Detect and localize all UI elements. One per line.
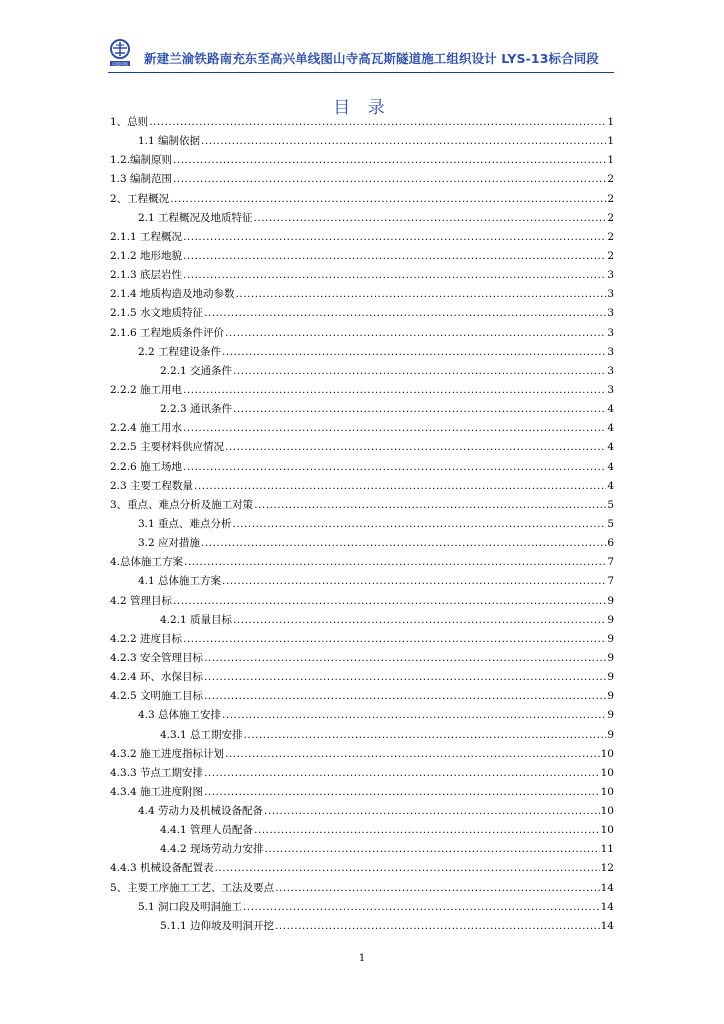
- toc-entry-page: 7: [607, 575, 614, 588]
- toc-entry[interactable]: [110, 478, 614, 497]
- toc-entry[interactable]: [110, 286, 614, 305]
- toc-leader-dots: [183, 633, 606, 645]
- toc-leader-dots: [149, 116, 606, 128]
- toc-entry-title: 5.1 洞口段及明洞施工: [138, 900, 243, 913]
- toc-entry-page: 3: [607, 269, 614, 282]
- toc-entry-page: 9: [607, 613, 614, 626]
- toc-entry[interactable]: [110, 918, 614, 937]
- toc-entry[interactable]: [110, 822, 614, 841]
- toc-entry-title: 2.2.6 施工场地: [110, 460, 183, 473]
- toc-leader-dots: [222, 346, 606, 358]
- toc-entry-title: 3、重点、难点分析及施工对策: [110, 498, 254, 511]
- toc-entry[interactable]: [110, 114, 614, 133]
- toc-entry-title: 2.1.4 地质构造及地动参数: [110, 288, 235, 301]
- toc-entry-title: 2.1.5 水文地质特征: [110, 307, 204, 320]
- toc-leader-dots: [225, 327, 606, 339]
- toc-entry-title: 3.2 应对措施: [138, 537, 201, 550]
- toc-leader-dots: [265, 843, 600, 855]
- toc-entry-title: 5.1.1 边仰坡及明洞开挖: [160, 919, 275, 932]
- toc-entry-title: 4.3 总体施工安排: [138, 709, 222, 722]
- toc-entry-title: 4.4.2 现场劳动力安排: [160, 843, 264, 856]
- toc-leader-dots: [204, 652, 606, 664]
- toc-leader-dots: [236, 288, 607, 300]
- toc-leader-dots: [233, 403, 606, 415]
- toc-entry-title: 2.2.3 通讯条件: [160, 403, 233, 416]
- toc-title: 目 录: [333, 98, 391, 118]
- page-header: [108, 38, 614, 73]
- toc-entry-page: 2: [607, 173, 614, 186]
- toc-entry-page: 4: [607, 422, 614, 435]
- toc-entry[interactable]: [110, 133, 614, 152]
- toc-leader-dots: [204, 307, 606, 319]
- toc-entry-page: 4: [607, 441, 614, 454]
- toc-entry-title: 2.1.3 底层岩性: [110, 269, 183, 282]
- toc-entry[interactable]: [110, 573, 614, 592]
- toc-entry-page: 3: [607, 288, 614, 301]
- toc-leader-dots: [222, 709, 606, 721]
- toc-entry-page: 7: [607, 556, 614, 569]
- toc-entry[interactable]: [110, 650, 614, 669]
- toc-entry[interactable]: [110, 765, 614, 784]
- toc-entry-title: 4.3.1 总工期安排: [160, 728, 243, 741]
- crec-logo-icon: [108, 38, 132, 68]
- toc-entry[interactable]: [110, 363, 614, 382]
- toc-entry-page: 12: [600, 862, 614, 875]
- toc-entry[interactable]: [110, 784, 614, 803]
- toc-leader-dots: [215, 862, 600, 874]
- toc-entry[interactable]: [110, 516, 614, 535]
- toc-leader-dots: [183, 250, 606, 262]
- toc-entry[interactable]: [110, 707, 614, 726]
- toc-entry[interactable]: [110, 899, 614, 918]
- toc-entry-page: 1: [607, 135, 614, 148]
- toc-entry-title: 2、工程概况: [110, 192, 170, 205]
- toc-entry[interactable]: [110, 803, 614, 822]
- toc-entry[interactable]: [110, 152, 614, 171]
- toc-leader-dots: [254, 499, 606, 511]
- toc-leader-dots: [244, 729, 607, 741]
- toc-entry-page: 9: [607, 651, 614, 664]
- toc-leader-dots: [233, 614, 606, 626]
- toc-leader-dots: [275, 882, 599, 894]
- toc-leader-dots: [201, 537, 606, 549]
- toc-entry[interactable]: [110, 669, 614, 688]
- toc-leader-dots: [204, 786, 600, 798]
- toc-entry-page: 9: [607, 671, 614, 684]
- toc-entry-page: 6: [607, 537, 614, 550]
- toc-entry-page: 14: [600, 881, 614, 894]
- toc-entry-page: 4: [607, 403, 614, 416]
- toc-entry[interactable]: [110, 420, 614, 439]
- toc-entry[interactable]: [110, 554, 614, 573]
- toc-leader-dots: [201, 135, 606, 147]
- toc-entry[interactable]: [110, 497, 614, 516]
- toc-entry-title: 4.2 管理目标: [110, 594, 173, 607]
- toc-entry[interactable]: [110, 401, 614, 420]
- toc-entry-page: 10: [600, 766, 614, 779]
- toc-leader-dots: [275, 920, 600, 932]
- toc-leader-dots: [222, 575, 606, 587]
- toc-entry[interactable]: [110, 344, 614, 363]
- toc-entry[interactable]: [110, 382, 614, 401]
- toc-entry-title: 4.2.2 进度目标: [110, 632, 183, 645]
- toc-entry[interactable]: [110, 325, 614, 344]
- toc-leader-dots: [183, 269, 606, 281]
- toc-entry-page: 1: [607, 154, 614, 167]
- toc-entry[interactable]: [110, 267, 614, 286]
- toc-entry[interactable]: [110, 439, 614, 458]
- toc-entry-page: 11: [600, 843, 614, 856]
- table-of-contents: [110, 114, 614, 937]
- toc-entry-title: 4.3.3 节点工期安排: [110, 766, 204, 779]
- toc-entry[interactable]: [110, 727, 614, 746]
- toc-leader-dots: [183, 422, 606, 434]
- toc-entry-page: 2: [607, 211, 614, 224]
- toc-entry-page: 10: [600, 824, 614, 837]
- toc-entry[interactable]: [110, 535, 614, 554]
- toc-entry[interactable]: [110, 459, 614, 478]
- toc-entry-title: 2.2.1 交通条件: [160, 364, 233, 377]
- toc-entry-title: 2.1.6 工程地质条件评价: [110, 326, 225, 339]
- toc-entry-page: 9: [607, 728, 614, 741]
- toc-leader-dots: [183, 461, 606, 473]
- toc-leader-dots: [233, 518, 607, 530]
- logo-caption: 中国中铁: [112, 61, 128, 67]
- toc-entry-title: 1、总则: [110, 116, 149, 128]
- toc-entry[interactable]: [110, 191, 614, 210]
- toc-leader-dots: [184, 556, 606, 568]
- toc-leader-dots: [194, 480, 606, 492]
- toc-entry-page: 5: [607, 517, 614, 530]
- toc-leader-dots: [170, 193, 606, 205]
- toc-entry-title: 5、主要工序施工工艺、工法及要点: [110, 881, 275, 894]
- toc-entry-title: 4.3.2 施工进度指标计划: [110, 747, 225, 760]
- page-number: 1: [358, 953, 366, 964]
- toc-leader-dots: [183, 231, 606, 243]
- toc-entry-page: 3: [607, 364, 614, 377]
- toc-entry-title: 1.3 编制范围: [110, 173, 173, 186]
- toc-entry-page: 2: [607, 192, 614, 205]
- toc-entry-title: 2.3 主要工程数量: [110, 479, 194, 492]
- toc-entry-page: 3: [607, 345, 614, 358]
- toc-entry-title: 2.1 工程概况及地质特征: [138, 211, 253, 224]
- toc-leader-dots: [254, 212, 607, 224]
- toc-entry[interactable]: [110, 593, 614, 612]
- toc-entry-page: 2: [607, 249, 614, 262]
- toc-entry[interactable]: [110, 210, 614, 229]
- toc-entry-title: 2.2 工程建设条件: [138, 345, 222, 358]
- toc-entry-title: 4.总体施工方案: [110, 556, 184, 569]
- toc-leader-dots: [204, 690, 606, 702]
- toc-entry[interactable]: [110, 612, 614, 631]
- toc-entry-title: 2.2.2 施工用电: [110, 383, 183, 396]
- toc-leader-dots: [254, 824, 600, 836]
- toc-entry-page: 10: [600, 805, 614, 818]
- toc-entry-page: 2: [607, 230, 614, 243]
- toc-entry-page: 4: [607, 460, 614, 473]
- toc-leader-dots: [173, 595, 606, 607]
- toc-entry-title: 4.2.5 文明施工目标: [110, 690, 204, 703]
- toc-entry-title: 3.1 重点、难点分析: [138, 517, 232, 530]
- toc-entry-page: 1: [607, 116, 614, 128]
- toc-entry[interactable]: [110, 688, 614, 707]
- toc-entry-title: 4.2.1 质量目标: [160, 613, 233, 626]
- toc-entry-title: 4.4.1 管理人员配备: [160, 824, 254, 837]
- toc-entry-title: 4.4.3 机械设备配置表: [110, 862, 214, 875]
- toc-entry-title: 4.3.4 施工进度附图: [110, 785, 204, 798]
- toc-leader-dots: [233, 365, 606, 377]
- toc-leader-dots: [243, 901, 600, 913]
- toc-entry-page: 3: [607, 326, 614, 339]
- toc-entry-title: 2.1.2 地形地貌: [110, 249, 183, 262]
- toc-entry[interactable]: [110, 746, 614, 765]
- toc-leader-dots: [264, 805, 600, 817]
- toc-entry-title: 2.2.5 主要材料供应情况: [110, 441, 225, 454]
- toc-entry-title: 4.2.3 安全管理目标: [110, 651, 204, 664]
- toc-entry-page: 9: [607, 594, 614, 607]
- toc-entry-title: 2.1.1 工程概况: [110, 230, 183, 243]
- toc-entry-page: 4: [607, 479, 614, 492]
- toc-leader-dots: [183, 384, 606, 396]
- toc-entry[interactable]: [110, 880, 614, 899]
- toc-entry-page: 3: [607, 383, 614, 396]
- toc-entry-title: 1.2.编制原则: [110, 154, 173, 167]
- toc-leader-dots: [204, 767, 600, 779]
- toc-entry-page: 14: [600, 919, 614, 932]
- toc-leader-dots: [173, 173, 606, 185]
- toc-entry-page: 5: [607, 498, 614, 511]
- header-title: 新建兰渝铁路南充东至高兴单线图山寺高瓦斯隧道施工组织设计 LYS-13标合同段: [144, 51, 599, 66]
- toc-leader-dots: [204, 671, 606, 683]
- toc-entry-title: 4.2.4 环、水保目标: [110, 671, 204, 684]
- toc-entry-title: 4.4 劳动力及机械设备配备: [138, 805, 264, 818]
- toc-entry[interactable]: [110, 841, 614, 860]
- toc-entry[interactable]: [110, 305, 614, 324]
- toc-entry-page: 9: [607, 632, 614, 645]
- toc-leader-dots: [173, 154, 606, 166]
- toc-entry-page: 9: [607, 709, 614, 722]
- toc-entry-title: 2.2.4 施工用水: [110, 422, 183, 435]
- toc-entry-title: 1.1 编制依据: [138, 135, 201, 148]
- toc-entry-page: 9: [607, 690, 614, 703]
- toc-entry-page: 10: [600, 747, 614, 760]
- toc-entry-page: 3: [607, 307, 614, 320]
- toc-leader-dots: [225, 441, 606, 453]
- toc-entry-page: 10: [600, 785, 614, 798]
- toc-entry-title: 4.1 总体施工方案: [138, 575, 222, 588]
- toc-entry[interactable]: [110, 229, 614, 248]
- toc-entry[interactable]: [110, 248, 614, 267]
- toc-entry[interactable]: [110, 860, 614, 879]
- toc-leader-dots: [225, 748, 600, 760]
- toc-entry[interactable]: [110, 631, 614, 650]
- toc-entry[interactable]: [110, 171, 614, 190]
- toc-entry-page: 14: [600, 900, 614, 913]
